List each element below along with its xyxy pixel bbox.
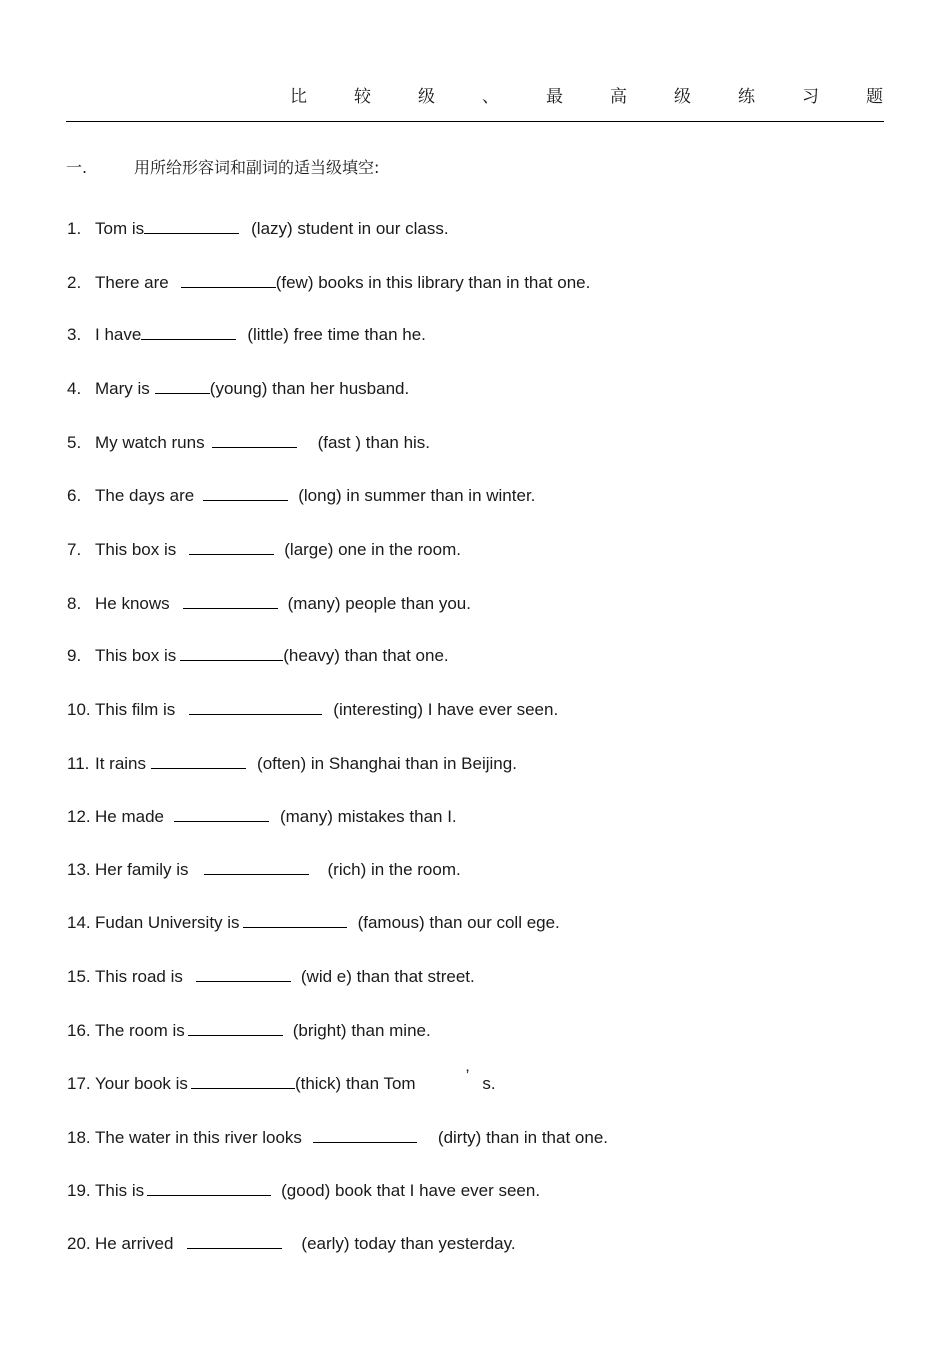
question-text-before: He knows: [95, 594, 170, 613]
answer-blank[interactable]: [144, 219, 239, 234]
section-instruction: 用所给形容词和副词的适当级填空:: [134, 158, 380, 177]
question-text-after: (thick) than Tom: [294, 1074, 416, 1093]
question-text-after: (rich) in the room.: [327, 860, 461, 879]
question-number: 15.: [67, 967, 91, 986]
question-number: 3.: [67, 325, 82, 344]
answer-blank[interactable]: [141, 325, 236, 340]
question-item: [67, 1020, 431, 1042]
title-char: 题: [866, 87, 883, 107]
question-number: 16.: [67, 1021, 91, 1040]
answer-blank[interactable]: [313, 1128, 417, 1143]
question-text-before: Tom is: [95, 219, 145, 238]
question-item: [67, 432, 430, 454]
question-text-before: The water in this river looks: [95, 1128, 302, 1147]
answer-blank[interactable]: [243, 913, 347, 928]
question-number: 20.: [67, 1234, 91, 1253]
answer-blank[interactable]: [147, 1181, 271, 1196]
answer-blank[interactable]: [196, 967, 291, 982]
question-text-after: (early) today than yesterday.: [301, 1234, 516, 1253]
question-item: [67, 272, 590, 294]
question-text-before: The days are: [95, 486, 195, 505]
question-number: 1.: [67, 219, 82, 238]
question-item: [67, 1127, 608, 1149]
question-text-after: (good) book that I have ever seen.: [281, 1181, 541, 1200]
question-text-before: I have: [95, 325, 142, 344]
title-char: 、: [482, 87, 499, 107]
answer-blank[interactable]: [155, 379, 210, 394]
answer-blank[interactable]: [174, 807, 269, 822]
question-text-before: Your book is: [95, 1074, 188, 1093]
question-item: [67, 539, 461, 561]
answer-blank[interactable]: [191, 1074, 295, 1089]
page-title: [290, 84, 884, 110]
question-text-after: (young) than her husband.: [209, 379, 410, 398]
title-char: 级: [418, 87, 435, 107]
answer-blank[interactable]: [151, 754, 246, 769]
question-number: 2.: [67, 273, 82, 292]
question-number: 10.: [67, 700, 91, 719]
answer-blank[interactable]: [204, 860, 309, 875]
title-char: 高: [610, 87, 627, 107]
question-item: [67, 806, 457, 828]
question-text-before: This is: [95, 1181, 145, 1200]
question-text-before: Her family is: [95, 860, 189, 879]
question-text-after: (large) one in the room.: [284, 540, 461, 559]
question-number: 17.: [67, 1074, 91, 1093]
answer-blank[interactable]: [180, 646, 283, 661]
answer-blank[interactable]: [187, 1234, 282, 1249]
question-text-before: It rains: [95, 754, 147, 773]
question-number: 13.: [67, 860, 91, 879]
question-text-before: There are: [95, 273, 169, 292]
question-text-before: My watch runs: [95, 433, 205, 452]
question-text-after: (fast ) than his.: [317, 433, 431, 452]
question-number: 4.: [67, 379, 82, 398]
question-text-after: (few) books in this library than in that one.: [275, 273, 591, 292]
question-text-before: This box is: [95, 540, 177, 559]
question-item: [67, 593, 471, 615]
answer-blank[interactable]: [189, 700, 322, 715]
answer-blank[interactable]: [203, 486, 288, 501]
question-item: [67, 1066, 496, 1095]
question-item: [67, 324, 426, 346]
question-item: [67, 1180, 540, 1202]
question-text-after: (wid e) than that street.: [300, 967, 475, 986]
question-text-before: This road is: [95, 967, 183, 986]
question-text-before: He made: [95, 807, 164, 826]
question-number: 14.: [67, 913, 91, 932]
question-text-tail: s.: [482, 1074, 496, 1093]
question-item: [67, 912, 560, 934]
answer-blank[interactable]: [189, 540, 274, 555]
question-item: [67, 1233, 516, 1255]
question-text-before: Fudan University is: [95, 913, 240, 932]
question-text-after: (lazy) student in our class.: [251, 219, 449, 238]
question-text-before: This box is: [95, 646, 177, 665]
question-text-before: Mary is: [95, 379, 150, 398]
question-text-after: (heavy) than that one.: [283, 646, 449, 665]
question-text-after: (many) people than you.: [287, 594, 471, 613]
title-char: 练: [738, 87, 755, 107]
question-item: [67, 699, 558, 721]
question-item: [67, 485, 535, 507]
question-text-before: He arrived: [95, 1234, 174, 1253]
question-item: [67, 378, 409, 400]
question-text-after: (dirty) than in that one.: [437, 1128, 608, 1147]
answer-blank[interactable]: [212, 433, 297, 448]
question-item: [67, 966, 475, 988]
title-char: 比: [290, 87, 307, 107]
question-text-before: This film is: [95, 700, 176, 719]
question-item: [67, 218, 449, 240]
question-text-after: (many) mistakes than I.: [279, 807, 457, 826]
answer-blank[interactable]: [181, 273, 276, 288]
question-text-after: (long) in summer than in winter.: [298, 486, 536, 505]
question-text-before: The room is: [95, 1021, 185, 1040]
question-number: 9.: [67, 646, 82, 665]
section-heading: [66, 156, 379, 180]
question-text-after: (little) free time than he.: [247, 325, 426, 344]
section-number: 一.: [66, 158, 88, 177]
answer-blank[interactable]: [183, 594, 278, 609]
question-item: [67, 645, 449, 667]
title-char: 级: [674, 87, 691, 107]
question-text-after: (often) in Shanghai than in Beijing.: [257, 754, 517, 773]
title-char: 最: [546, 87, 563, 107]
question-text-after: (famous) than our coll ege.: [357, 913, 560, 932]
question-item: [67, 859, 461, 881]
question-number: 6.: [67, 486, 82, 505]
question-number: 12.: [67, 807, 91, 826]
title-divider: [66, 121, 884, 122]
apostrophe-mark: ’: [465, 1066, 470, 1085]
title-char: 较: [354, 87, 371, 107]
question-text-after: (interesting) I have ever seen.: [333, 700, 559, 719]
question-number: 19.: [67, 1181, 91, 1200]
question-text-after: (bright) than mine.: [292, 1021, 431, 1040]
answer-blank[interactable]: [188, 1021, 283, 1036]
question-number: 5.: [67, 433, 82, 452]
question-number: 7.: [67, 540, 82, 559]
title-char: 习: [802, 87, 819, 107]
question-number: 18.: [67, 1128, 91, 1147]
question-item: [67, 753, 517, 775]
question-number: 8.: [67, 594, 82, 613]
question-number: 11.: [67, 754, 90, 773]
